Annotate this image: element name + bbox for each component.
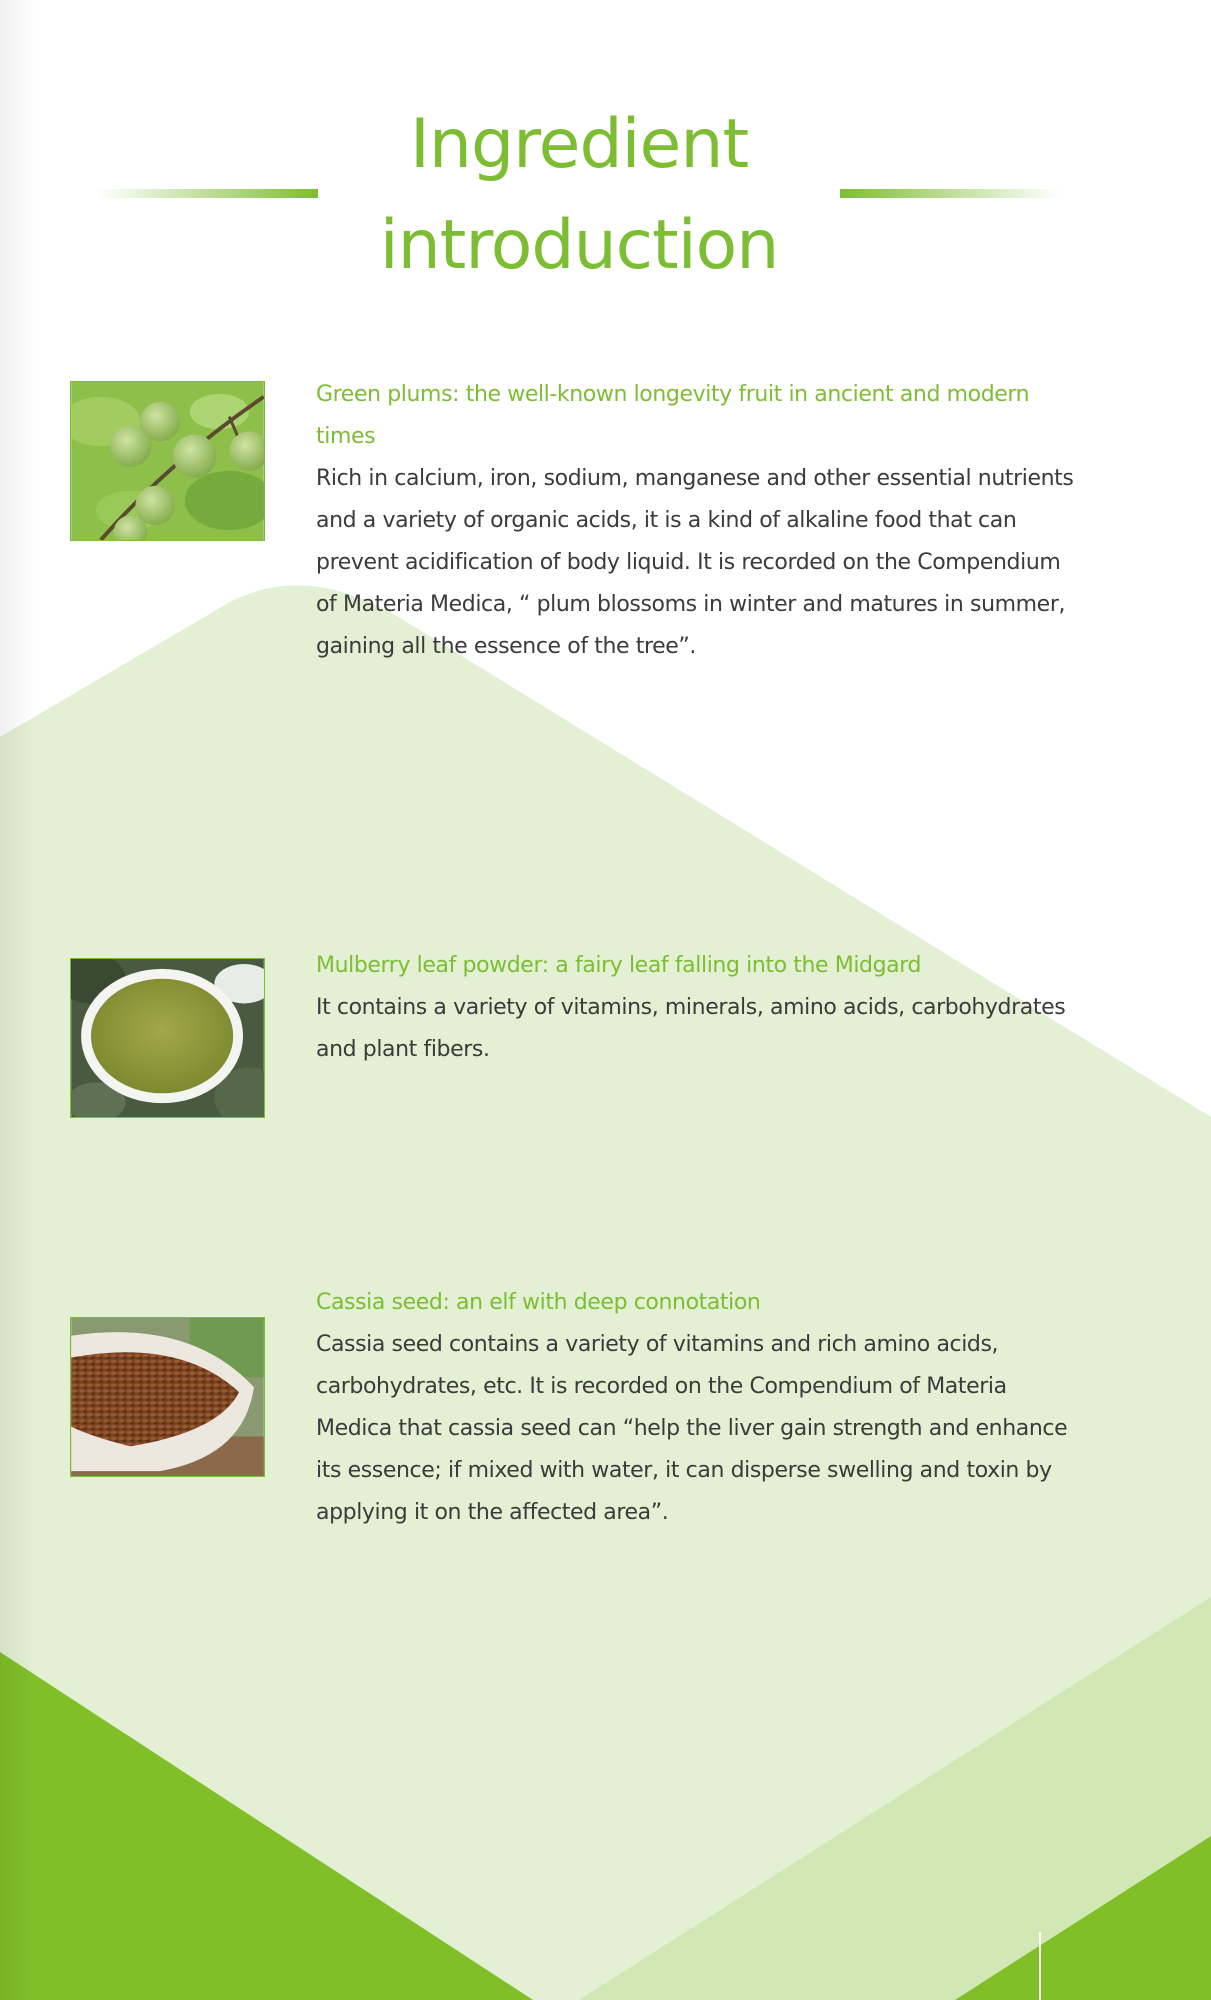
cassia-seed-illustration-icon [71,1318,264,1476]
mulberry-powder-illustration-icon [71,959,264,1117]
cassia-seed-description: Cassia seed contains a variety of vitamins and rich amino acids, carbohydrates, etc. It is recorded on the Compendium of Materia Medica that cassia seed can “help the liver gain strength and enhance its essence; if mixed with water, it can disperse swelling and toxin by applying it on the affected area”. [316,1332,1068,1525]
green-plums-description: Rich in calcium, iron, sodium, manganese and other essential nutrients and a variety of organic acids, it is a kind of alkaline food that can prevent acidification of body liquid. It is recorded on the Compendium of Materia Medica, “ plum blossoms in winter and matures in summer, gaining all the essence of the tree”. [316,466,1074,659]
green-plums-image [70,381,265,541]
page-title-line2: introduction [379,206,779,285]
cassia-seed-heading: Cassia seed: an elf with deep connotation [316,1290,761,1315]
green-plums-illustration-icon [71,382,264,540]
cassia-seed-text [316,1282,1176,1534]
page-divider-line [1039,1932,1041,2000]
mulberry-leaf-text [316,945,1176,1071]
page-title-line1: Ingredient [409,105,749,184]
green-plums-text [316,374,1176,668]
mulberry-leaf-description: It contains a variety of vitamins, minerals, amino acids, carbohydrates and plant fibers. [316,995,1066,1062]
mulberry-leaf-powder-image [70,958,265,1118]
mulberry-leaf-heading: Mulberry leaf powder: a fairy leaf falling into the Midgard [316,953,922,978]
green-plums-heading: Green plums: the well-known longevity fruit in ancient and modern times [316,382,1030,449]
cassia-seed-image [70,1317,265,1477]
page-header [0,0,1211,300]
